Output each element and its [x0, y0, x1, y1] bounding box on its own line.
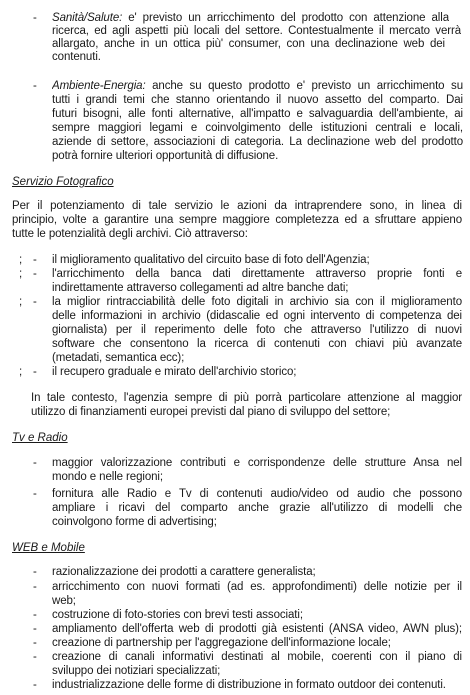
- item-term: Ambiente-Energia:: [52, 80, 146, 92]
- list-item-line: fornitura alle Radio e Tv di contenuti audio/video od audio che possono: [52, 488, 462, 500]
- bullet-marker: ;: [19, 366, 23, 378]
- list-item-line: maggior valorizzazione contributi e corrispondenze delle strutture Ansa nel: [52, 457, 462, 469]
- bullet-marker: ;: [19, 268, 23, 280]
- bullet-dash: -: [33, 609, 37, 621]
- list-item-line: il recupero graduale e mirato dell'archivio storico;: [52, 366, 297, 378]
- list-item-line: il miglioramento qualitativo del circuito base di foto dell'Agenzia;: [52, 254, 370, 266]
- bullet-dash: -: [33, 366, 37, 378]
- bullet-dash: -: [33, 679, 37, 691]
- bullet-dash: -: [33, 581, 37, 593]
- bullet-marker: ;: [19, 296, 23, 308]
- section-heading-web: WEB e Mobile: [12, 542, 85, 554]
- section-heading-tv: Tv e Radio: [12, 432, 68, 444]
- paragraph-line: utilizzo di finanziamenti europei previsti dal piano di sviluppo del settore;: [31, 406, 391, 418]
- list-item-line: mondo e nelle regioni;: [52, 471, 163, 483]
- list-item-line: delle informazioni in archivio (didascalie ed ogni intervento di competenza dei: [52, 310, 462, 322]
- list-item-line: Sanità/Salute: e' previsto un arricchimento del prodotto con attenzione alla: [52, 12, 449, 24]
- bullet-dash: -: [33, 623, 37, 635]
- list-item-line: ampliare i ricavi del comparto anche grazie all'utilizzo di modelli che: [52, 502, 462, 514]
- list-item-line: creazione di partnership per l'aggregazione dell'informazione locale;: [52, 637, 391, 649]
- list-item-line: razionalizzazione dei prodotti a carattere generalista;: [52, 566, 316, 578]
- list-item-line: potrà fornire ulteriori opportunità di diffusione.: [52, 150, 279, 162]
- list-item-line: (metadati, semantica ecc);: [52, 352, 185, 364]
- list-item-line: sviluppo dei notiziari specializzati;: [52, 665, 221, 677]
- list-item-line: l'arricchimento della banca dati direttamente attraverso proprie fonti e: [52, 268, 462, 280]
- item-term: Sanità/Salute:: [52, 12, 123, 24]
- paragraph-line: In tale contesto, l'agenzia sempre di più porrà particolare attenzione al maggior: [31, 392, 462, 404]
- list-item-line: tutti i grandi temi che stanno orientando il nuovo assetto del comparto. Dai: [52, 94, 463, 106]
- bullet-dash: -: [33, 268, 37, 280]
- list-item-line: ricerca, ed agli aspetti più locali del settore. Contestualmente il mercato verrà: [52, 25, 461, 37]
- list-item-line: contenuti.: [52, 51, 101, 63]
- list-item-line: costruzione di foto-stories con brevi testi associati;: [52, 609, 303, 621]
- list-item-line: coinvolgono forme di advertising;: [52, 516, 217, 528]
- bullet-marker: ;: [19, 254, 23, 266]
- list-item-line: aziende di settore, associazioni di categoria. La declinazione web del prodotto: [52, 136, 463, 148]
- list-item-line: futuri bisogni, alle fonti alternative, all'impatto e salvaguardia dell'ambiente, ai: [52, 108, 463, 120]
- list-item-line: software che consentono la ricerca di contenuti con chiavi più avanzate: [52, 338, 462, 350]
- list-item-line: allargato, anche in un ottica più' consumer, con una declinazione web dei: [52, 38, 445, 50]
- section-heading-foto: Servizio Fotografico: [12, 176, 114, 188]
- bullet-dash: -: [33, 12, 37, 24]
- paragraph-line: principio, volte a garantire una sempre maggiore completezza ed a sfruttare appieno: [12, 214, 462, 226]
- bullet-dash: -: [33, 254, 37, 266]
- list-item-line: sempre maggiori legami e coinvolgimento delle istituzioni centrali e locali,: [52, 122, 463, 134]
- bullet-dash: -: [33, 637, 37, 649]
- list-item-line: industrializzazione delle forme di distribuzione in formato outdoor dei contenuti.: [52, 679, 446, 691]
- bullet-dash: -: [33, 651, 37, 663]
- list-item-line: web;: [52, 595, 76, 607]
- list-item-line: ampliamento dell'offerta web di prodotti già esistenti (ANSA video, AWN plus);: [52, 623, 462, 635]
- paragraph-line: Per il potenziamento di tale servizio le azioni da intraprendere sono, in linea di: [12, 200, 462, 212]
- bullet-dash: -: [33, 457, 37, 469]
- list-item-line: creazione di canali informativi destinati al mobile, coerenti con il piano di: [52, 651, 462, 663]
- bullet-dash: -: [33, 296, 37, 308]
- list-item-line: la miglior rintracciabilità delle foto digitali in archivio sia con il miglioramento: [52, 296, 462, 308]
- list-item-line: arricchimento con nuovi formati (ad es. approfondimenti) delle notizie per il: [52, 581, 462, 593]
- list-item-line: indirettamente attraverso collegamenti ad altre banche dati;: [52, 282, 349, 294]
- bullet-dash: -: [33, 80, 37, 92]
- paragraph-line: tutte le potenzialità degli archivi. Ciò attraverso:: [12, 228, 248, 240]
- bullet-dash: -: [33, 488, 37, 500]
- bullet-dash: -: [33, 566, 37, 578]
- list-item-line: giornalista) per il reperimento delle foto che attraverso l'utilizzo di nuovi: [52, 324, 462, 336]
- list-item-line: Ambiente-Energia: anche su questo prodotto e' previsto un arricchimento su: [52, 80, 463, 92]
